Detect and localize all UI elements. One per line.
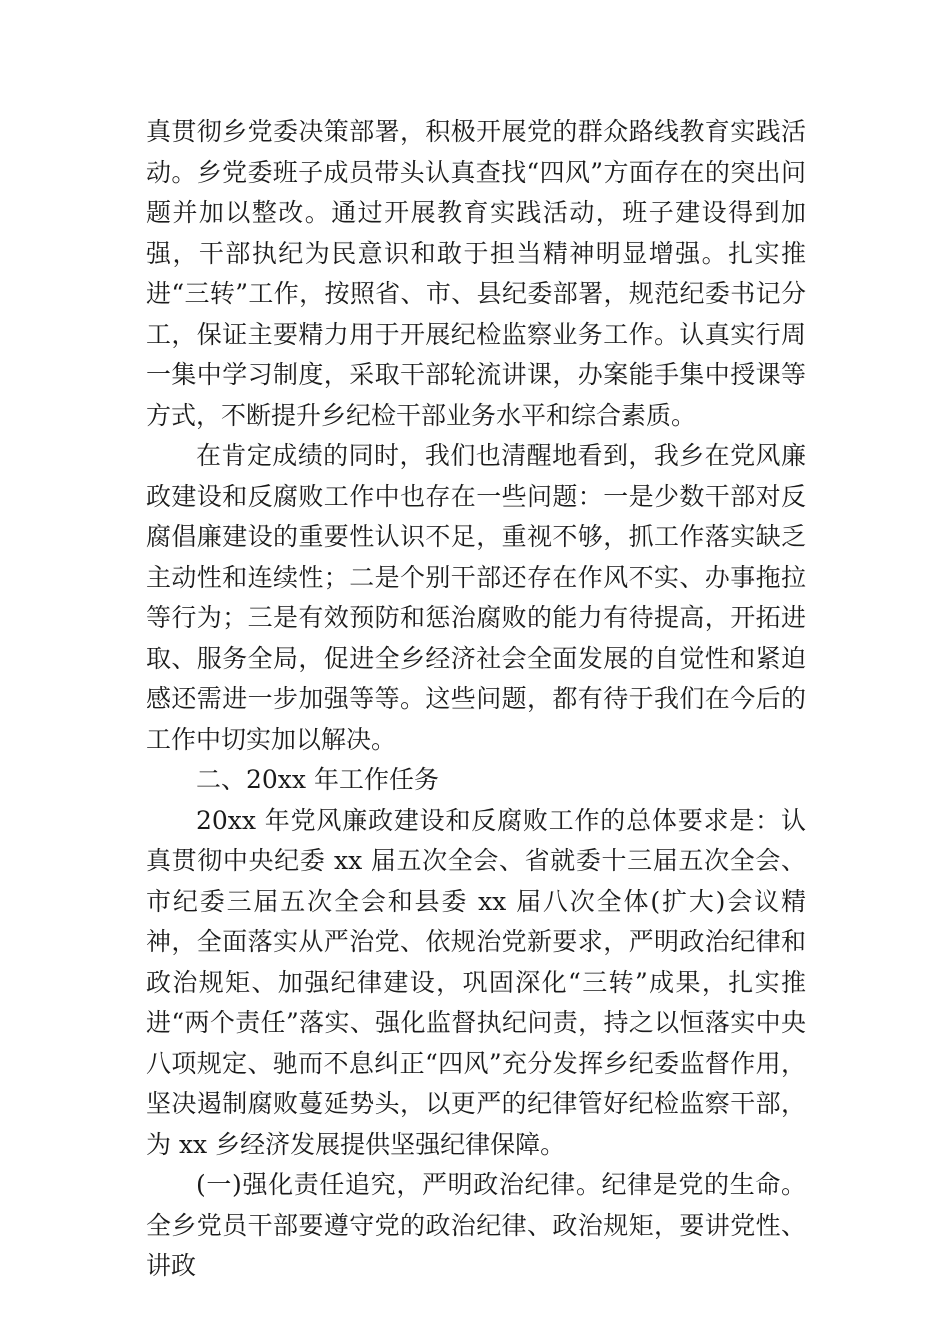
body-paragraph-4: (一)强化责任追究，严明政治纪律。纪律是党的生命。全乡党员干部要遵守党的政治纪律、政治规矩，要讲党性、讲政 <box>146 1170 806 1280</box>
document-body <box>146 112 806 1287</box>
body-paragraph-3: 20xx 年党风廉政建设和反腐败工作的总体要求是：认真贯彻中央纪委 xx 届五次全会、省就委十三届五次全会、市纪委三届五次全会和县委 xx 届八次全体(扩大)会议精神，全面落实从严治党、依规治党新要求，严明政治纪律和政治规矩、加强纪律建设，巩固深化“三转”成果，扎实推进“两个责任”落实、强化监督执纪问责，持之以恒落实中央八项规定、驰而不息纠正“四风”充分发挥乡纪委监督作用，坚决遏制腐败蔓延势头，以更严的纪律管好纪检监察干部，为 xx 乡经济发展提供坚强纪律保障。 <box>146 805 806 1159</box>
body-paragraph-1: 真贯彻乡党委决策部署，积极开展党的群众路线教育实践活动。乡党委班子成员带头认真查找“四风”方面存在的突出问题并加以整改。通过开展教育实践活动，班子建设得到加强，干部执纪为民意识和敢于担当精神明显增强。扎实推进“三转”工作，按照省、市、县纪委部署，规范纪委书记分工，保证主要精力用于开展纪检监察业务工作。认真实行周一集中学习制度，采取干部轮流讲课，办案能手集中授课等方式，不断提升乡纪检干部业务水平和综合素质。 <box>146 117 806 430</box>
body-paragraph-2: 在肯定成绩的同时，我们也清醒地看到，我乡在党风廉政建设和反腐败工作中也存在一些问题：一是少数干部对反腐倡廉建设的重要性认识不足，重视不够，抓工作落实缺乏主动性和连续性；二是个别干部还存在作风不实、办事拖拉等行为；三是有效预防和惩治腐败的能力有待提高，开拓进取、服务全局，促进全乡经济社会全面发展的自觉性和紧迫感还需进一步加强等等。这些问题，都有待于我们在今后的工作中切实加以解决。 <box>146 441 806 754</box>
section-heading-2: 二、20xx 年工作任务 <box>196 765 439 794</box>
